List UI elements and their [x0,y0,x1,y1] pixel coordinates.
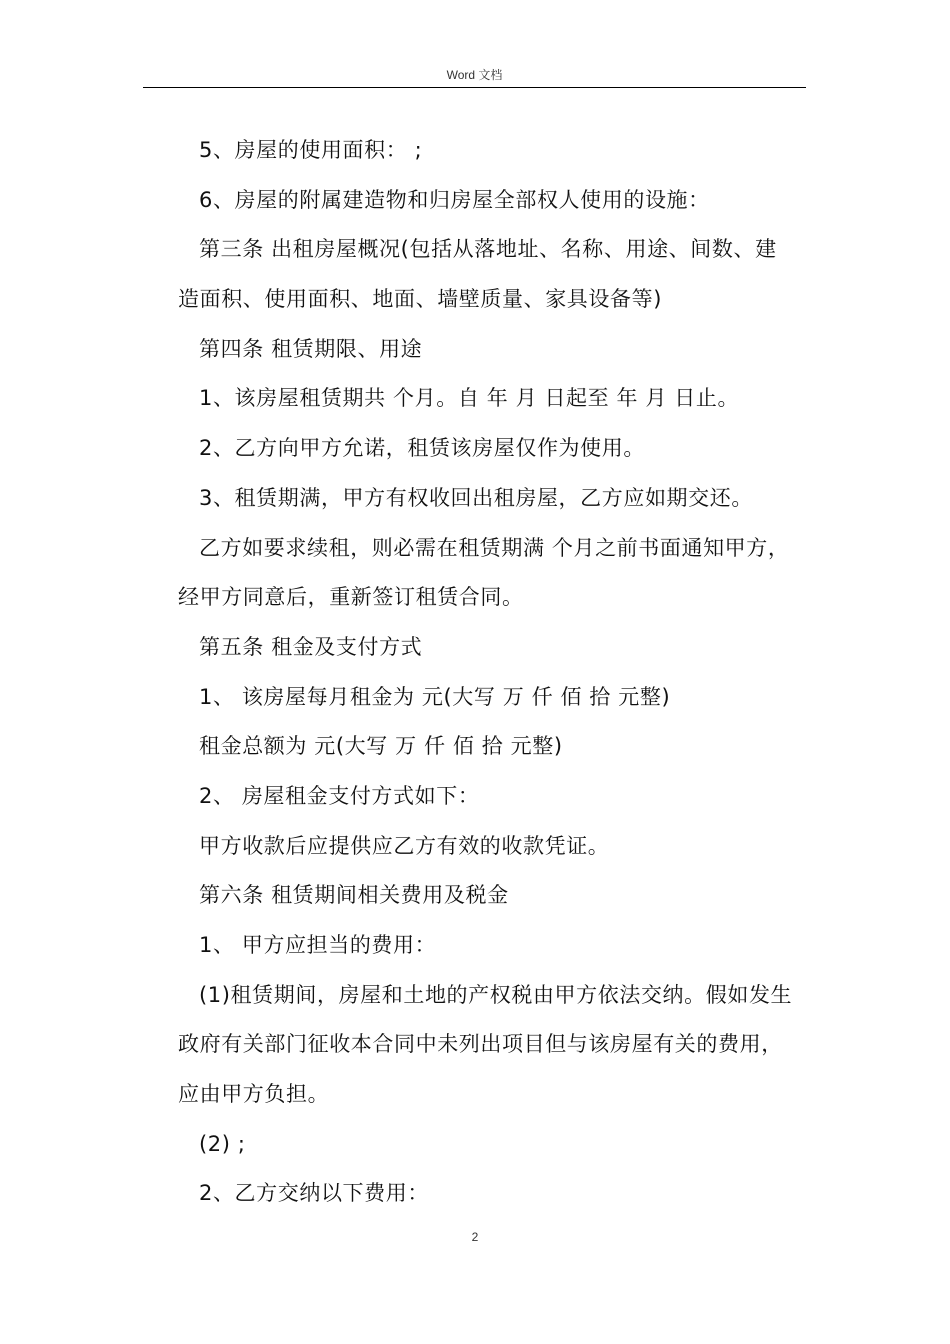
paragraph-line: 政府有关部门征收本合同中未列出项目但与该房屋有关的费用， [178,1032,783,1057]
page-header: Word 文档 [446,68,503,82]
paragraph-line: 2、乙方向甲方允诺，租赁该房屋仅作为使用。 [199,436,645,461]
section-heading: 第六条 租赁期间相关费用及税金 [199,883,509,908]
paragraph-line: 6、房屋的附属建造物和归房屋全部权人使用的设施： [199,187,710,212]
document-body [178,126,808,1219]
section-heading: 第四条 租赁期限、用途 [199,336,423,361]
section-heading: 第五条 租金及支付方式 [199,634,423,659]
paragraph-line: 第三条 出租房屋概况(包括从落地址、名称、用途、间数、建 [199,237,777,262]
paragraph-line: 租金总额为 元(大写 万 仟 佰 拾 元整) [199,734,563,759]
paragraph-line: 5、房屋的使用面积： ; [199,138,423,162]
paragraph-line: 2、乙方交纳以下费用： [199,1181,429,1206]
paragraph-line: 1、 该房屋每月租金为 元(大写 万 仟 佰 拾 元整) [199,684,671,709]
paragraph-line: (2) ; [199,1131,246,1156]
paragraph-line: 乙方如要求续租，则必需在租赁期满 个月之前书面通知甲方， [199,535,790,560]
paragraph-line: 造面积、使用面积、地面、墙壁质量、家具设备等) [178,287,662,312]
page-number: 2 [471,1230,479,1244]
paragraph-line: 应由甲方负担。 [178,1082,330,1107]
paragraph-line: 3、租赁期满，甲方有权收回出租房屋，乙方应如期交还。 [199,485,753,510]
paragraph-line: 1、 甲方应担当的费用： [199,933,437,957]
header-divider [143,87,806,88]
paragraph-line: (1)租赁期间，房屋和土地的产权税由甲方依法交纳。假如发生 [199,982,793,1007]
paragraph-line: 甲方收款后应提供应乙方有效的收款凭证。 [199,833,610,858]
paragraph-line: 经甲方同意后，重新签订租赁合同。 [178,585,524,610]
paragraph-line: 2、 房屋租金支付方式如下： [199,783,480,808]
paragraph-line: 1、该房屋租赁期共 个月。自 年 月 日起至 年 月 日止。 [199,386,740,411]
